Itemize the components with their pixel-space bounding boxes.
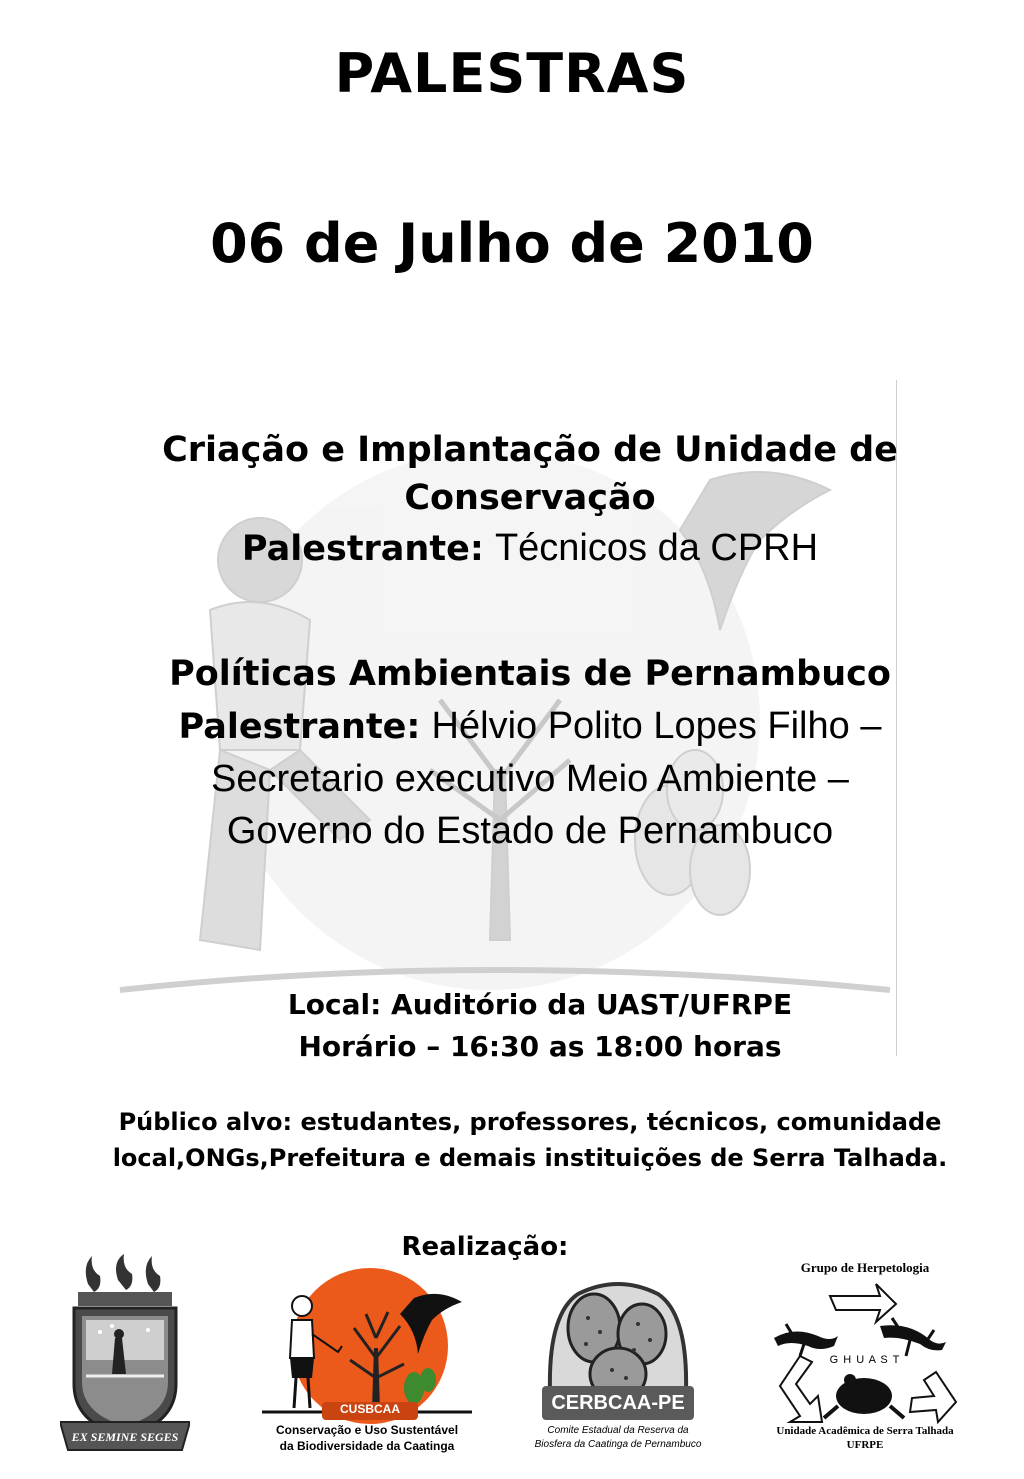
cusbcaa-caption xyxy=(262,1422,472,1454)
ghuast-heading: Grupo de Herpetologia xyxy=(800,1260,930,1275)
talk-2-speaker-line1: Hélvio Polito Lopes Filho – xyxy=(431,705,882,747)
cusbcaa-caption-line2: da Biodiversidade da Caatinga xyxy=(279,1439,455,1453)
cusbcaa-logo-icon xyxy=(262,1268,472,1468)
ufrpe-crest-icon xyxy=(60,1254,190,1454)
event-local: Local: Auditório da UAST/UFRPE xyxy=(287,988,793,1021)
ghuast-caption-line1: Unidade Acadêmica de Serra Talhada xyxy=(776,1425,954,1437)
event-horario: Horário – 16:30 as 18:00 horas xyxy=(298,1030,782,1063)
cerbcaa-badge: CERBCAA-PE xyxy=(551,1392,685,1414)
cerbcaa-caption-line2: Biosfera da Caatinga de Pernambuco xyxy=(534,1439,702,1450)
realizacao-label: Realização: xyxy=(401,1232,569,1262)
event-details xyxy=(180,984,900,1068)
talk-2-title: Políticas Ambientais de Pernambuco xyxy=(169,654,891,694)
cerbcaa-caption xyxy=(528,1424,708,1452)
cusbcaa-badge: CUSBCAA xyxy=(340,1402,400,1416)
ghuast-herpetology-icon xyxy=(760,1258,970,1458)
talk-2-speaker-line xyxy=(70,700,990,753)
talk-1-title: Criação e Implantação de Unidade de Conservação xyxy=(162,430,898,518)
ghuast-center-text: G H U A S T xyxy=(829,1354,901,1366)
talk-1-speaker-label: Palestrante: xyxy=(241,529,484,569)
talk-1-speaker: Técnicos da CPRH xyxy=(494,527,819,569)
cerbcaa-cactus-icon xyxy=(534,1274,702,1459)
cusbcaa-caption-line1: Conservação e Uso Sustentável xyxy=(275,1423,459,1437)
event-date: 06 de Julho de 2010 xyxy=(210,212,814,275)
audience-line-1: Público alvo: estudantes, professores, técnicos, comunidade xyxy=(118,1108,942,1136)
ufrpe-motto: EX SEMINE SEGES xyxy=(71,1430,179,1444)
talk-2-speaker-line3: Governo do Estado de Pernambuco xyxy=(226,810,834,852)
talk-1-speaker-line xyxy=(100,522,960,575)
talk-1 xyxy=(100,426,960,575)
talk-2-speaker-line2: Secretario executivo Meio Ambiente – xyxy=(211,758,849,800)
page-title: PALESTRAS xyxy=(334,42,690,105)
talk-2 xyxy=(70,648,990,857)
cerbcaa-caption-line1: Comite Estadual da Reserva da xyxy=(547,1425,689,1436)
ghuast-caption xyxy=(754,1424,976,1452)
target-audience xyxy=(50,1104,1010,1176)
audience-line-2: local,ONGs,Prefeitura e demais instituições de Serra Talhada. xyxy=(112,1144,948,1172)
talk-2-speaker-label: Palestrante: xyxy=(178,707,421,747)
ghuast-caption-line2: UFRPE xyxy=(846,1439,884,1451)
